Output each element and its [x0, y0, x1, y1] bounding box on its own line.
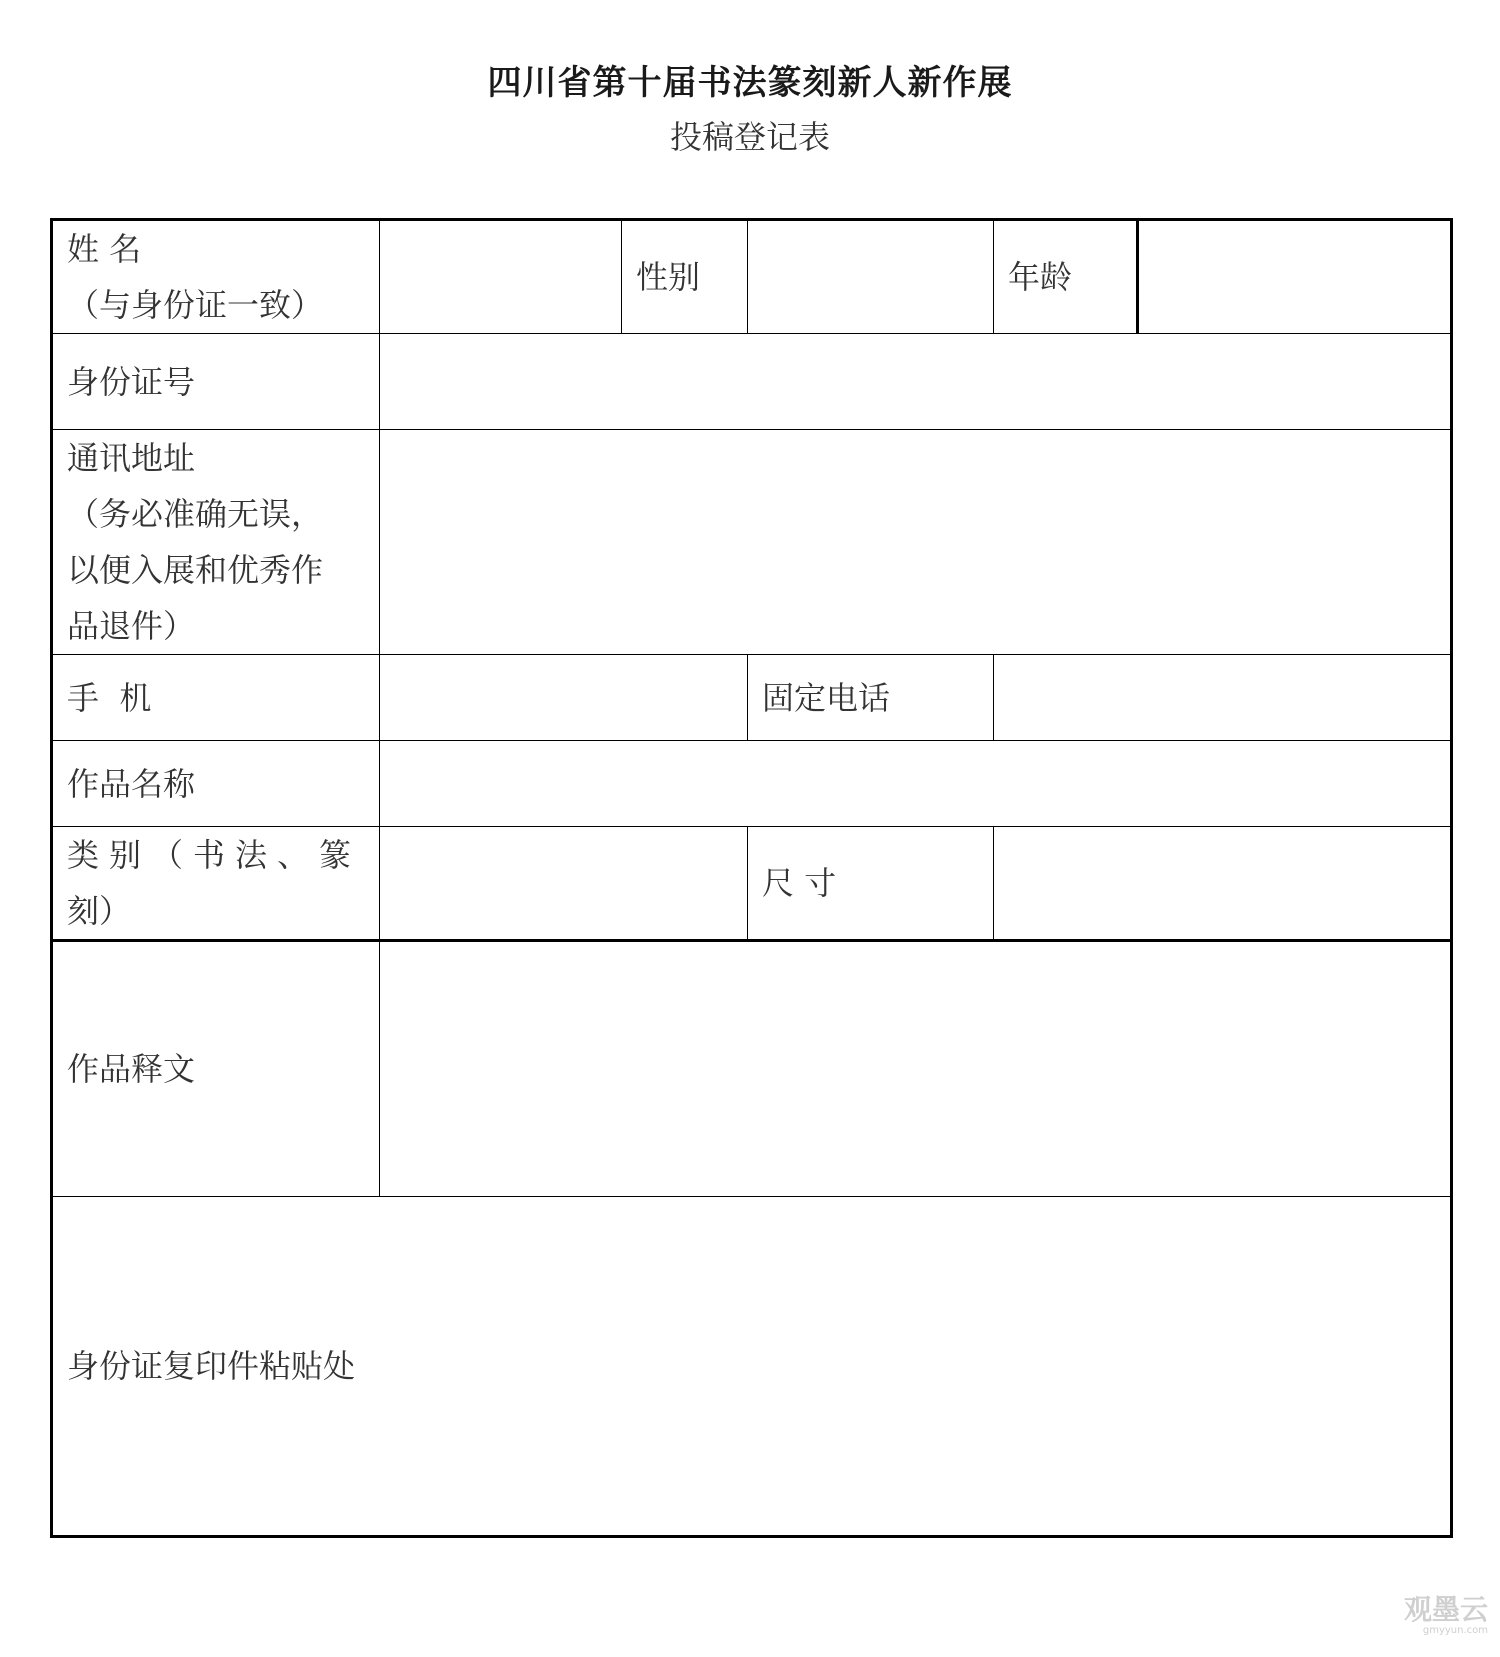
id-number-field[interactable]	[380, 334, 1452, 430]
category-label-line1: 类别（书法、篆	[67, 836, 362, 874]
watermark-name: 观墨云	[1403, 1593, 1488, 1626]
name-label-line2: （与身份证一致）	[67, 286, 324, 324]
registration-form	[50, 218, 1453, 1538]
id-number-label: 身份证号	[52, 334, 380, 430]
mobile-label: 手 机	[52, 655, 380, 741]
age-field[interactable]	[1138, 220, 1452, 334]
id-copy-label: 身份证复印件粘贴处	[67, 1347, 356, 1385]
age-label: 年龄	[994, 220, 1138, 334]
size-field[interactable]	[994, 827, 1452, 941]
work-text-field[interactable]	[380, 941, 1452, 1197]
address-label-line2: （务必准确无误，	[67, 495, 324, 533]
work-text-label: 作品释文	[52, 941, 380, 1197]
page-subtitle: 投稿登记表	[669, 118, 830, 156]
work-title-label: 作品名称	[52, 741, 380, 827]
gender-label: 性别	[622, 220, 748, 334]
landline-field[interactable]	[994, 655, 1452, 741]
watermark-site: gmyyun.com	[1422, 1625, 1488, 1636]
id-copy-area	[52, 1197, 1452, 1537]
category-field[interactable]	[380, 827, 748, 941]
category-label-line2: 刻）	[67, 892, 132, 930]
size-label: 尺 寸	[748, 827, 994, 941]
gender-field[interactable]	[748, 220, 994, 334]
work-title-field[interactable]	[380, 741, 1452, 827]
category-label	[52, 827, 380, 941]
address-label-line3: 以便入展和优秀作	[67, 551, 324, 589]
mobile-field[interactable]	[380, 655, 748, 741]
landline-label: 固定电话	[748, 655, 994, 741]
name-field[interactable]	[380, 220, 622, 334]
address-label-line4: 品退件）	[67, 607, 196, 645]
page-title: 四川省第十届书法篆刻新人新作展	[487, 63, 1013, 103]
address-field[interactable]	[380, 430, 1452, 655]
name-label	[52, 220, 380, 334]
address-label-line1: 通讯地址	[67, 439, 196, 477]
name-label-line1: 姓 名	[67, 230, 142, 268]
address-label	[52, 430, 380, 655]
watermark-logo	[1404, 1595, 1488, 1637]
